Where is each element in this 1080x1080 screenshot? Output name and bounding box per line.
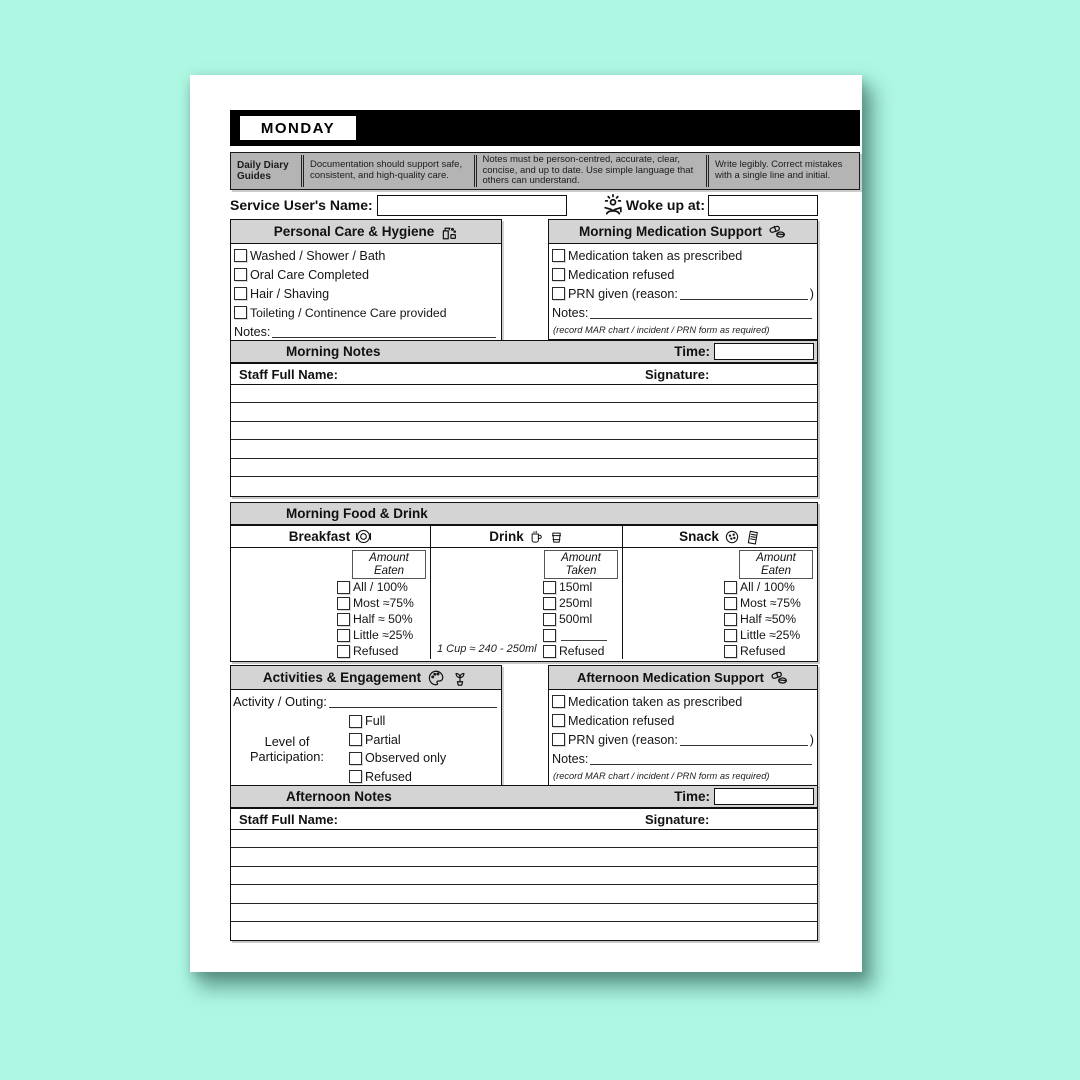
day-title: MONDAY xyxy=(240,116,356,140)
personal-care-header xyxy=(231,220,501,244)
activities-header xyxy=(231,666,501,690)
morning-time-input[interactable] xyxy=(714,343,814,360)
option-row xyxy=(234,246,498,265)
checkbox-participation-full[interactable] xyxy=(349,715,362,728)
option-label: Oral Care Completed xyxy=(250,267,369,282)
checkbox-drink-refused[interactable] xyxy=(543,645,556,658)
activity-outing-label: Activity / Outing: xyxy=(233,693,327,709)
afternoon-medication-header xyxy=(549,666,817,690)
afternoon-staff-row xyxy=(231,809,817,830)
checkbox-medication-taken[interactable] xyxy=(552,249,565,262)
breakfast-column xyxy=(231,548,431,659)
staff-name-label: Staff Full Name: xyxy=(239,811,338,827)
checkbox-hair-shaving[interactable] xyxy=(234,287,247,300)
staff-name-label: Staff Full Name: xyxy=(239,366,338,382)
morning-notes-table xyxy=(230,340,818,497)
guides-item-3: Write legibly. Correct mistakes with a single line and initial. xyxy=(715,159,843,181)
checkbox-prn-given[interactable] xyxy=(552,287,565,300)
medication-footnote: (record MAR chart / incident / PRN form as required) xyxy=(553,325,770,335)
checkbox-drink-150[interactable] xyxy=(543,581,556,594)
morning-cards-row xyxy=(230,219,818,345)
checkbox-breakfast-refused[interactable] xyxy=(337,645,350,658)
option-row xyxy=(552,265,814,284)
notes-label: Notes: xyxy=(234,324,271,339)
diary-page xyxy=(190,75,862,972)
checkbox-participation-observed[interactable] xyxy=(349,752,362,765)
prn-reason-line[interactable] xyxy=(680,287,808,300)
checkbox-participation-refused[interactable] xyxy=(349,770,362,783)
activities-card xyxy=(230,665,502,790)
woke-up-time-input[interactable] xyxy=(708,195,818,216)
option-label: Washed / Shower / Bath xyxy=(250,248,386,263)
snack-pack-icon xyxy=(745,529,761,545)
personal-care-title: Personal Care & Hygiene xyxy=(273,224,435,239)
personal-care-body xyxy=(231,244,501,344)
notes-row xyxy=(234,322,498,341)
notes-line[interactable] xyxy=(231,440,817,458)
participation-block xyxy=(231,711,501,789)
notes-line[interactable] xyxy=(231,422,817,440)
checkbox-snack-half[interactable] xyxy=(724,613,737,626)
morning-medication-header xyxy=(549,220,817,244)
cup-measure-note: 1 Cup ≈ 240 - 250ml xyxy=(437,643,537,655)
breakfast-options: All / 100% Most ≈75% Half ≈ 50% Little ≈25% Refused xyxy=(337,579,427,659)
notes-line[interactable] xyxy=(231,385,817,403)
option-label: Medication refused xyxy=(568,267,675,282)
notes-label: Notes: xyxy=(552,305,589,320)
afternoon-notes-table xyxy=(230,785,818,941)
service-user-label: Service User's Name: xyxy=(230,197,373,213)
morning-medication-body xyxy=(549,244,817,339)
checkbox-participation-partial[interactable] xyxy=(349,733,362,746)
cookie-icon xyxy=(724,529,740,545)
woke-up-icon xyxy=(600,192,626,218)
morning-medication-card xyxy=(548,219,818,340)
breakfast-amount-box: Amount Eaten xyxy=(352,550,426,579)
afternoon-medication-card xyxy=(548,665,818,786)
morning-medication-title: Morning Medication Support xyxy=(579,224,762,239)
food-drink-title: Morning Food & Drink xyxy=(231,503,817,526)
guides-bar xyxy=(230,152,860,190)
notes-line[interactable] xyxy=(231,922,817,940)
checkbox-breakfast-most[interactable] xyxy=(337,597,350,610)
snack-label: Snack xyxy=(679,529,719,544)
food-drink-table xyxy=(230,502,818,662)
afternoon-medication-body xyxy=(549,690,817,785)
checkbox-snack-refused[interactable] xyxy=(724,645,737,658)
checkbox-washed[interactable] xyxy=(234,249,247,262)
activities-body xyxy=(231,690,501,789)
food-columns-body xyxy=(231,548,817,659)
afternoon-medication-title: Afternoon Medication Support xyxy=(576,670,765,685)
option-row xyxy=(552,284,814,303)
notes-line[interactable] xyxy=(590,306,812,319)
service-user-name-input[interactable] xyxy=(377,195,567,216)
option-label: Toileting / Continence Care provided xyxy=(250,305,447,320)
drink-label: Drink xyxy=(489,529,524,544)
guides-item-2: Notes must be person-centred, accurate, clear, concise, and up to date. Use simple language that others can understand. xyxy=(482,153,694,187)
notes-label: Notes: xyxy=(552,751,589,766)
time-label: Time: xyxy=(674,789,710,804)
option-row xyxy=(234,303,498,322)
afternoon-time-input[interactable] xyxy=(714,788,814,805)
option-row xyxy=(552,692,814,711)
activity-outing-line[interactable] xyxy=(329,695,497,708)
option-row xyxy=(234,265,498,284)
guides-label: Daily Diary Guides xyxy=(237,159,289,182)
option-row xyxy=(552,711,814,730)
notes-row xyxy=(552,303,814,322)
prn-close: ) xyxy=(809,286,814,301)
drink-other-line[interactable] xyxy=(561,629,607,641)
notes-line[interactable] xyxy=(231,904,817,922)
checkbox-breakfast-all[interactable] xyxy=(337,581,350,594)
food-columns-header xyxy=(231,526,817,548)
checkbox-prn-given[interactable] xyxy=(552,733,565,746)
checkbox-breakfast-little[interactable] xyxy=(337,629,350,642)
takeaway-cup-icon xyxy=(549,529,564,544)
afternoon-cards-row xyxy=(230,665,818,790)
activities-title: Activities & Engagement xyxy=(262,670,422,685)
signature-label: Signature: xyxy=(645,366,710,382)
time-label: Time: xyxy=(674,344,710,359)
snack-amount-box: Amount Eaten xyxy=(739,550,813,579)
breakfast-plate-icon xyxy=(355,528,372,545)
morning-notes-header xyxy=(231,341,817,364)
signature-label: Signature: xyxy=(645,811,710,827)
option-label: PRN given (reason: xyxy=(568,732,678,747)
participation-options: Full Partial Observed only Refused xyxy=(341,712,499,786)
option-label: Medication refused xyxy=(568,713,675,728)
prn-reason-line[interactable] xyxy=(680,733,808,746)
checkbox-drink-500[interactable] xyxy=(543,613,556,626)
afternoon-notes-header xyxy=(231,786,817,809)
notes-line[interactable] xyxy=(590,752,812,765)
option-label: PRN given (reason: xyxy=(568,286,678,301)
personal-care-card xyxy=(230,219,502,345)
mug-icon xyxy=(529,529,544,544)
option-row xyxy=(234,284,498,303)
medication-footnote: (record MAR chart / incident / PRN form as required) xyxy=(553,771,770,781)
notes-line[interactable] xyxy=(231,830,817,848)
woke-up-label: Woke up at: xyxy=(625,197,705,213)
prn-close: ) xyxy=(809,732,814,747)
drink-amount-box: Amount Taken xyxy=(544,550,618,579)
checkbox-snack-most[interactable] xyxy=(724,597,737,610)
day-header-bar xyxy=(230,110,860,146)
hygiene-icon xyxy=(440,223,458,241)
breakfast-label: Breakfast xyxy=(288,529,351,544)
notes-line[interactable] xyxy=(231,403,817,421)
notes-line[interactable] xyxy=(231,867,817,885)
checkbox-snack-all[interactable] xyxy=(724,581,737,594)
checkbox-medication-taken[interactable] xyxy=(552,695,565,708)
option-label: Medication taken as prescribed xyxy=(568,694,743,709)
checkbox-drink-250[interactable] xyxy=(543,597,556,610)
morning-notes-title: Morning Notes xyxy=(286,344,381,359)
notes-line[interactable] xyxy=(231,848,817,866)
option-row xyxy=(552,730,814,749)
guides-item-1: Documentation should support safe, consistent, and high-quality care. xyxy=(310,159,463,181)
notes-line[interactable] xyxy=(272,325,496,338)
notes-row xyxy=(552,749,814,768)
participation-label: Level of Participation: xyxy=(250,733,324,764)
checkbox-toileting[interactable] xyxy=(234,306,247,319)
drink-column xyxy=(431,548,623,659)
checkbox-snack-little[interactable] xyxy=(724,629,737,642)
snack-options: All / 100% Most ≈75% Half ≈50% Little ≈25% Refused xyxy=(724,579,814,659)
identity-row xyxy=(230,193,818,217)
checkbox-medication-refused[interactable] xyxy=(552,714,565,727)
checkbox-medication-refused[interactable] xyxy=(552,268,565,281)
palette-icon xyxy=(427,669,445,687)
snack-header xyxy=(623,526,817,547)
pills-icon xyxy=(770,668,789,687)
activity-outing-row xyxy=(231,690,501,711)
option-label: Hair / Shaving xyxy=(250,286,330,301)
morning-staff-row xyxy=(231,364,817,385)
option-label: Medication taken as prescribed xyxy=(568,248,743,263)
breakfast-header xyxy=(231,526,431,547)
drink-options: 150ml 250ml 500ml Refused xyxy=(543,579,619,659)
afternoon-notes-title: Afternoon Notes xyxy=(286,789,392,804)
notes-line[interactable] xyxy=(231,459,817,477)
notes-line[interactable] xyxy=(231,477,817,495)
checkbox-oral-care[interactable] xyxy=(234,268,247,281)
notes-line[interactable] xyxy=(231,885,817,903)
checkbox-breakfast-half[interactable] xyxy=(337,613,350,626)
plant-icon xyxy=(451,669,469,687)
drink-header xyxy=(431,526,623,547)
checkbox-drink-other[interactable] xyxy=(543,629,556,642)
pills-icon xyxy=(768,222,787,241)
snack-column xyxy=(623,548,817,659)
option-row xyxy=(552,246,814,265)
